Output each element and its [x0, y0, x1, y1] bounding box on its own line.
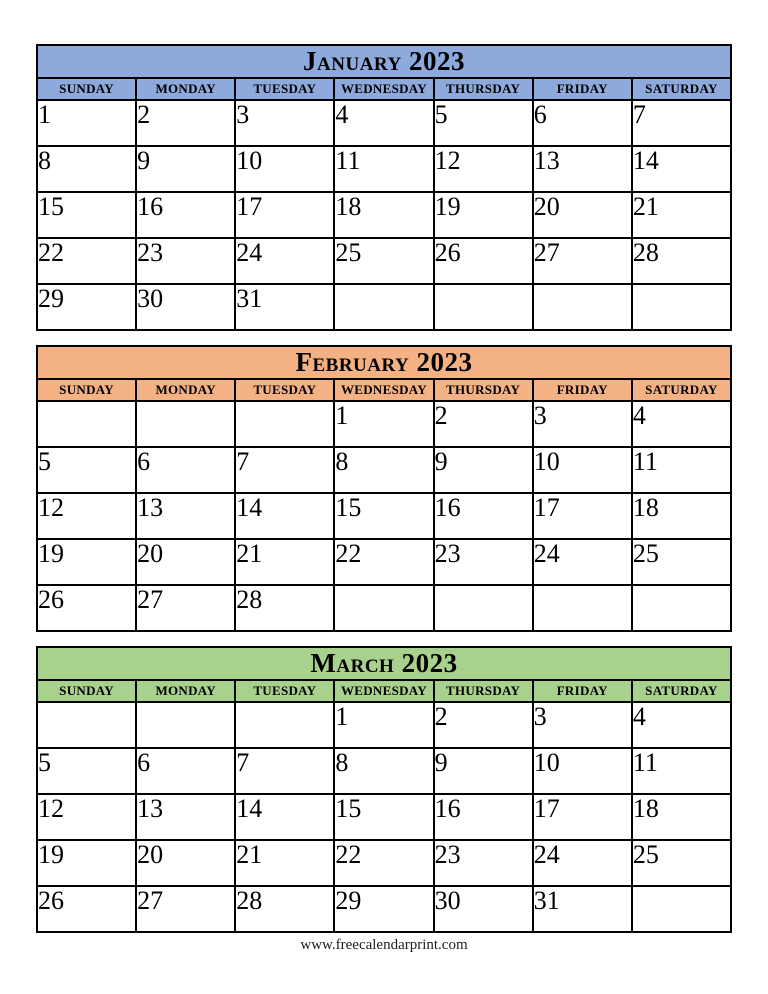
day-cell: 18 [632, 794, 731, 840]
month-title-row [37, 647, 731, 680]
day-cell: 24 [533, 840, 632, 886]
day-cell: 17 [235, 192, 334, 238]
weekday-header: TUESDAY [235, 78, 334, 100]
empty-day-cell [334, 585, 433, 631]
weekday-header: TUESDAY [235, 680, 334, 702]
weekday-header: SATURDAY [632, 78, 731, 100]
day-cell: 27 [533, 238, 632, 284]
day-cell: 2 [434, 401, 533, 447]
day-cell: 21 [235, 840, 334, 886]
week-row [37, 192, 731, 238]
weekday-header: MONDAY [136, 680, 235, 702]
month-title-row [37, 346, 731, 379]
day-cell: 23 [434, 840, 533, 886]
week-row [37, 146, 731, 192]
day-cell: 5 [37, 748, 136, 794]
day-cell: 16 [136, 192, 235, 238]
weekday-header: MONDAY [136, 379, 235, 401]
day-cell: 7 [235, 748, 334, 794]
day-cell: 6 [136, 748, 235, 794]
day-cell: 13 [533, 146, 632, 192]
weekday-header: WEDNESDAY [334, 379, 433, 401]
day-cell: 4 [632, 401, 731, 447]
day-cell: 3 [235, 100, 334, 146]
day-cell: 21 [235, 539, 334, 585]
day-cell: 30 [136, 284, 235, 330]
week-row [37, 585, 731, 631]
week-row [37, 794, 731, 840]
empty-day-cell [632, 284, 731, 330]
empty-day-cell [37, 401, 136, 447]
day-cell: 7 [235, 447, 334, 493]
weekday-row [37, 680, 731, 702]
day-cell: 3 [533, 702, 632, 748]
day-cell: 1 [334, 702, 433, 748]
empty-day-cell [136, 401, 235, 447]
month-table-march [36, 646, 732, 933]
day-cell: 28 [235, 585, 334, 631]
month-january [36, 44, 732, 331]
day-cell: 23 [434, 539, 533, 585]
day-cell: 22 [37, 238, 136, 284]
day-cell: 10 [533, 447, 632, 493]
day-cell: 26 [37, 886, 136, 932]
week-row [37, 100, 731, 146]
weekday-header: FRIDAY [533, 78, 632, 100]
footer-url: www.freecalendarprint.com [300, 937, 468, 953]
day-cell: 18 [334, 192, 433, 238]
month-title: February 2023 [37, 346, 731, 379]
day-cell: 14 [235, 493, 334, 539]
day-cell: 24 [235, 238, 334, 284]
day-cell: 22 [334, 539, 433, 585]
week-row [37, 539, 731, 585]
day-cell: 28 [632, 238, 731, 284]
week-row [37, 493, 731, 539]
day-cell: 27 [136, 886, 235, 932]
weekday-header: THURSDAY [434, 78, 533, 100]
weekday-header: SUNDAY [37, 680, 136, 702]
day-cell: 30 [434, 886, 533, 932]
month-table-february [36, 345, 732, 632]
day-cell: 20 [136, 539, 235, 585]
month-title: March 2023 [37, 647, 731, 680]
day-cell: 18 [632, 493, 731, 539]
day-cell: 5 [434, 100, 533, 146]
weekday-header: SUNDAY [37, 379, 136, 401]
weeks-body [37, 702, 731, 932]
day-cell: 29 [334, 886, 433, 932]
day-cell: 17 [533, 794, 632, 840]
weekday-header: SATURDAY [632, 379, 731, 401]
month-march [36, 646, 732, 933]
week-row [37, 401, 731, 447]
day-cell: 8 [334, 748, 433, 794]
weekday-header: SUNDAY [37, 78, 136, 100]
day-cell: 8 [37, 146, 136, 192]
day-cell: 20 [136, 840, 235, 886]
weekday-header: FRIDAY [533, 379, 632, 401]
day-cell: 9 [434, 748, 533, 794]
weekday-row [37, 78, 731, 100]
weeks-body [37, 100, 731, 330]
day-cell: 12 [37, 493, 136, 539]
empty-day-cell [235, 702, 334, 748]
month-title: January 2023 [37, 45, 731, 78]
empty-day-cell [136, 702, 235, 748]
day-cell: 2 [434, 702, 533, 748]
month-title-row [37, 45, 731, 78]
day-cell: 25 [632, 840, 731, 886]
weekday-row [37, 379, 731, 401]
day-cell: 13 [136, 493, 235, 539]
day-cell: 2 [136, 100, 235, 146]
empty-day-cell [334, 284, 433, 330]
day-cell: 11 [334, 146, 433, 192]
month-february [36, 345, 732, 632]
day-cell: 6 [533, 100, 632, 146]
weekday-header: THURSDAY [434, 379, 533, 401]
day-cell: 1 [334, 401, 433, 447]
day-cell: 19 [37, 840, 136, 886]
week-row [37, 284, 731, 330]
day-cell: 4 [334, 100, 433, 146]
day-cell: 10 [533, 748, 632, 794]
day-cell: 25 [632, 539, 731, 585]
day-cell: 8 [334, 447, 433, 493]
week-row [37, 840, 731, 886]
day-cell: 5 [37, 447, 136, 493]
day-cell: 3 [533, 401, 632, 447]
day-cell: 22 [334, 840, 433, 886]
day-cell: 26 [434, 238, 533, 284]
day-cell: 28 [235, 886, 334, 932]
day-cell: 24 [533, 539, 632, 585]
day-cell: 15 [37, 192, 136, 238]
empty-day-cell [632, 886, 731, 932]
empty-day-cell [434, 284, 533, 330]
day-cell: 17 [533, 493, 632, 539]
weeks-body [37, 401, 731, 631]
day-cell: 14 [632, 146, 731, 192]
day-cell: 9 [434, 447, 533, 493]
calendar-stack [36, 44, 732, 947]
day-cell: 6 [136, 447, 235, 493]
day-cell: 15 [334, 794, 433, 840]
day-cell: 23 [136, 238, 235, 284]
empty-day-cell [235, 401, 334, 447]
empty-day-cell [533, 284, 632, 330]
weekday-header: FRIDAY [533, 680, 632, 702]
day-cell: 12 [37, 794, 136, 840]
week-row [37, 447, 731, 493]
day-cell: 21 [632, 192, 731, 238]
empty-day-cell [434, 585, 533, 631]
empty-day-cell [632, 585, 731, 631]
week-row [37, 238, 731, 284]
day-cell: 1 [37, 100, 136, 146]
day-cell: 19 [37, 539, 136, 585]
day-cell: 13 [136, 794, 235, 840]
day-cell: 12 [434, 146, 533, 192]
day-cell: 27 [136, 585, 235, 631]
day-cell: 11 [632, 748, 731, 794]
day-cell: 15 [334, 493, 433, 539]
day-cell: 19 [434, 192, 533, 238]
day-cell: 20 [533, 192, 632, 238]
day-cell: 10 [235, 146, 334, 192]
empty-day-cell [37, 702, 136, 748]
day-cell: 9 [136, 146, 235, 192]
day-cell: 14 [235, 794, 334, 840]
empty-day-cell [533, 585, 632, 631]
week-row [37, 702, 731, 748]
weekday-header: THURSDAY [434, 680, 533, 702]
day-cell: 11 [632, 447, 731, 493]
day-cell: 31 [235, 284, 334, 330]
week-row [37, 748, 731, 794]
weekday-header: TUESDAY [235, 379, 334, 401]
week-row [37, 886, 731, 932]
day-cell: 16 [434, 493, 533, 539]
day-cell: 16 [434, 794, 533, 840]
weekday-header: WEDNESDAY [334, 680, 433, 702]
day-cell: 29 [37, 284, 136, 330]
weekday-header: WEDNESDAY [334, 78, 433, 100]
day-cell: 26 [37, 585, 136, 631]
weekday-header: MONDAY [136, 78, 235, 100]
day-cell: 25 [334, 238, 433, 284]
month-table-january [36, 44, 732, 331]
day-cell: 7 [632, 100, 731, 146]
day-cell: 31 [533, 886, 632, 932]
weekday-header: SATURDAY [632, 680, 731, 702]
day-cell: 4 [632, 702, 731, 748]
